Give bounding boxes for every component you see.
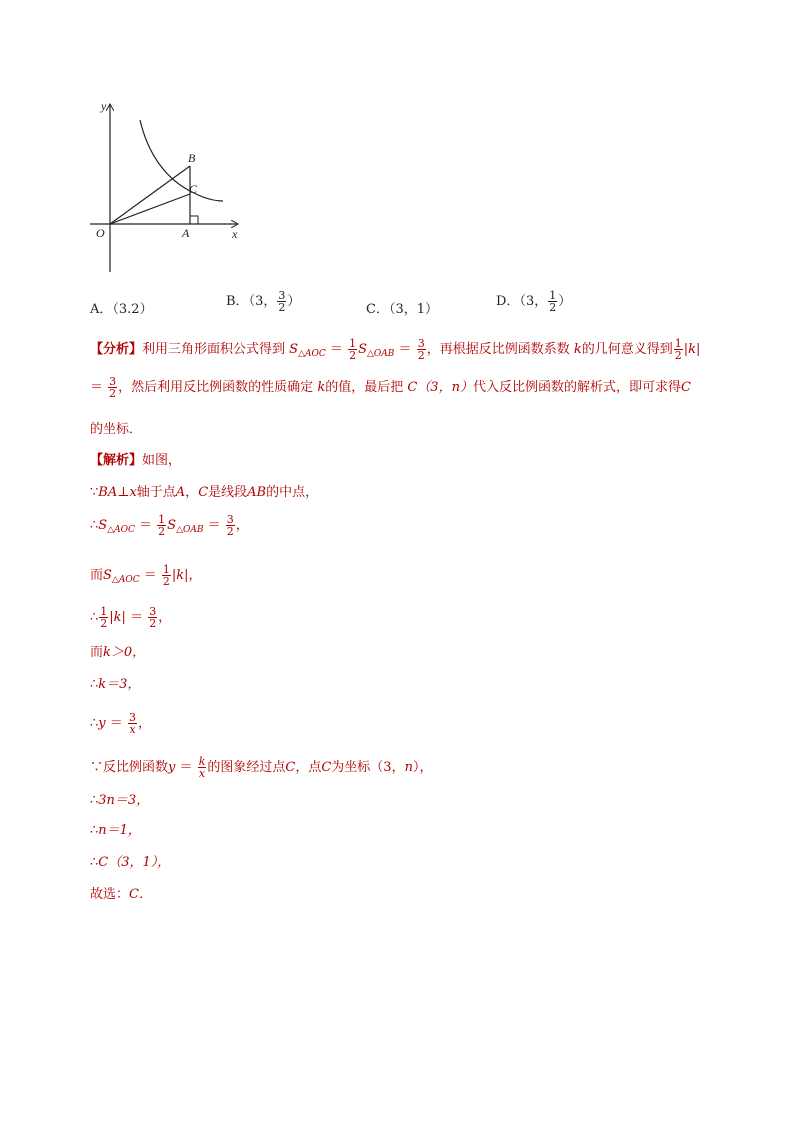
hyperbola-curve	[140, 120, 223, 201]
option-d: D．（3， $\frac{1}{2}$ ）	[496, 289, 572, 314]
option-c: C．（3，1）	[366, 302, 438, 317]
option-a: A．（3.2）	[90, 302, 153, 317]
label-a: A	[182, 226, 190, 240]
solution-final: 故选：C．	[90, 887, 152, 902]
solution-line-11: ∴n＝1，	[90, 823, 141, 838]
solution-line-1: 【解析】如图，	[90, 453, 182, 468]
solution-line-4: 而$S_{\triangle AOC}$ ＝ $\frac{1}{2}$ |k|，	[90, 563, 202, 588]
solution-line-6: 而k＞0，	[90, 645, 146, 660]
solution-line-7: ∴k＝3，	[90, 677, 141, 692]
option-b: B．（3， $\frac{3}{2}$ ）	[226, 289, 301, 314]
label-x: x	[232, 227, 238, 241]
solution-line-8: ∴y ＝ $\frac{3}{x}$ ，	[90, 711, 151, 736]
analysis-line-2: ＝ $\frac{3}{2}$ ，然后利用反比例函数的性质确定 k的值，最后把 C（3，n）代入反比例函数的解析式，即可求得C	[90, 375, 691, 400]
segment-ob	[110, 166, 190, 224]
label-b: B	[188, 151, 196, 165]
segment-oc	[110, 194, 190, 224]
label-y: y	[101, 99, 107, 113]
analysis-line-3: 的坐标．	[90, 422, 143, 437]
coordinate-figure	[86, 94, 256, 279]
solution-line-12: ∴C（3，1），	[90, 855, 171, 870]
solution-line-3: $\therefore S_{\triangle AOC}$ ＝ $\frac{1}{2}$ $S_{\triangle OAB}$ ＝ $\frac{3}{2}$ ，	[90, 513, 249, 538]
right-angle-mark	[190, 216, 198, 224]
label-o: O	[96, 226, 105, 240]
solution-line-5: ∴ $\frac{1}{2}$ |k| ＝ $\frac{3}{2}$ ，	[90, 605, 172, 630]
analysis-line-1: 【分析】利用三角形面积公式得到 $S_{\triangle AOC}$ ＝ $\frac{1}{2}$ $S_{\triangle OAB}$ ＝ $\frac{3}{2}$ ，再根据反比例函数系数 k的几何意义得到 $\frac{1}{2}$ |k|	[90, 337, 701, 362]
solution-line-10: ∴3n＝3，	[90, 793, 150, 808]
solution-line-9: ∵反比例函数y ＝ $\frac{k}{x}$ 的图象经过点C，点C为坐标（3，n），	[90, 755, 433, 780]
solution-line-2: ∵BA⊥x轴于点A，C是线段AB的中点，	[90, 485, 319, 500]
label-c: C	[189, 182, 198, 196]
